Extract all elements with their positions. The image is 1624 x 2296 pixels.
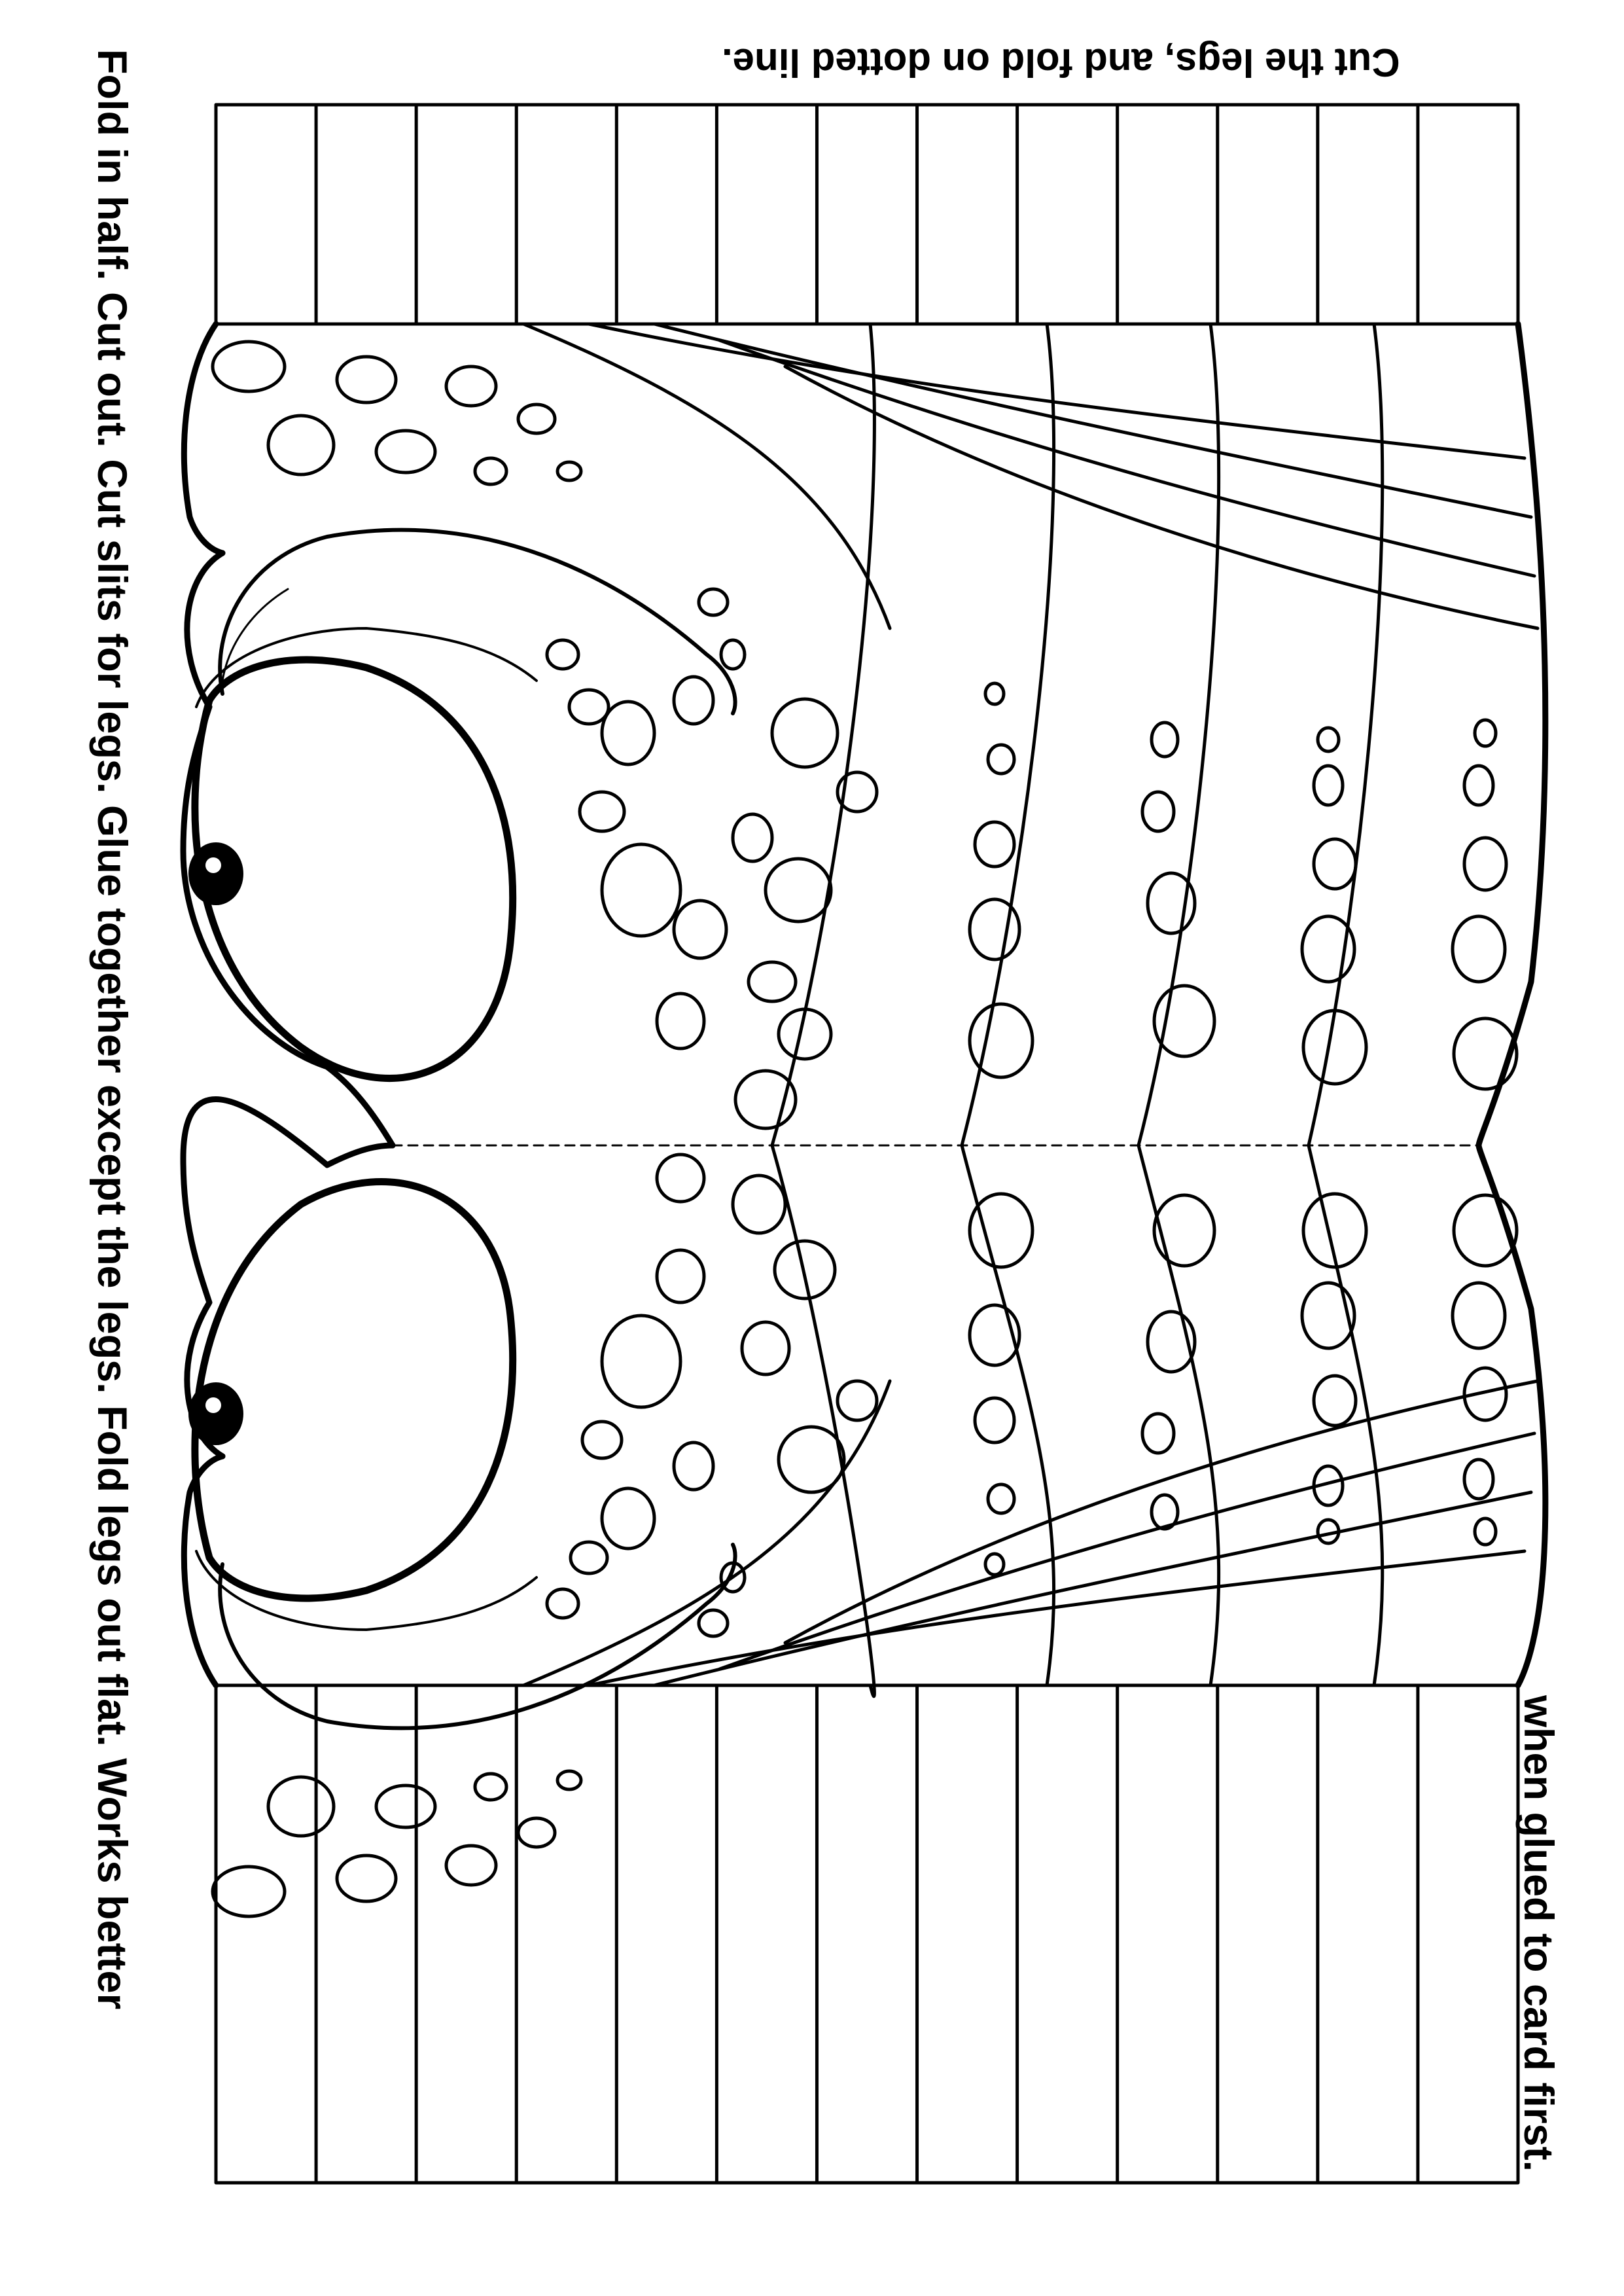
skin-spot (1464, 838, 1506, 890)
skin-spot (475, 458, 506, 484)
skin-spot (1314, 766, 1343, 805)
skin-spot (1464, 1460, 1493, 1499)
skin-spot (674, 901, 726, 958)
skin-spot (970, 1194, 1033, 1267)
skin-spot (268, 416, 334, 475)
top-leg-strip (216, 105, 1518, 324)
skin-spot (733, 814, 772, 861)
skin-spot (571, 1542, 607, 1573)
bottom-leg-slits (316, 1685, 1418, 2183)
skin-spot (1314, 1376, 1356, 1426)
skin-spot (838, 1381, 877, 1420)
skin-spot (1154, 986, 1214, 1056)
skin-spot (376, 431, 435, 473)
skin-spot (1154, 1195, 1214, 1266)
skin-spot (1152, 723, 1178, 757)
skin-spot (1314, 839, 1356, 889)
top-eye-icon (188, 530, 735, 1079)
skin-spot (446, 367, 496, 406)
side-instruction-line2: when glued to card first. (1515, 1695, 1561, 2172)
skin-spot (674, 677, 713, 724)
skin-spot (1464, 766, 1493, 805)
skin-spot (1475, 720, 1496, 746)
bottom-eye-icon (188, 1181, 735, 1728)
skin-spot (749, 962, 796, 1001)
skin-spot (602, 844, 680, 936)
skin-spot (557, 1771, 581, 1789)
skin-spot (735, 1071, 796, 1128)
skin-spot (1475, 1518, 1496, 1545)
skin-spot (742, 1322, 789, 1374)
skin-spot (213, 1867, 285, 1916)
skin-spot (337, 357, 396, 403)
skin-spot (975, 822, 1014, 867)
skin-spot (657, 1155, 704, 1202)
skin-spot (1318, 728, 1339, 751)
top-instruction: Cut the legs, and fold on dotted line. (721, 40, 1400, 84)
skin-spot (970, 1004, 1033, 1077)
skin-spot (1453, 1283, 1505, 1348)
skin-spot (1453, 916, 1505, 982)
skin-spot (475, 1774, 506, 1800)
skin-spot (674, 1443, 713, 1490)
skin-spot (582, 1422, 622, 1458)
skin-spot (1302, 916, 1354, 982)
skin-spot (1142, 792, 1174, 831)
skin-spot (772, 699, 838, 767)
skin-spot (975, 1398, 1014, 1443)
side-instruction-line1: Fold in half. Cut out. Cut slits for legs. Glue together except the legs. Fold legs out flat. Works better (89, 49, 135, 2010)
skin-spot (376, 1785, 435, 1827)
skin-spot (446, 1846, 496, 1885)
back-stripes (523, 324, 1538, 1696)
bottom-leg-strip (216, 1685, 1518, 2183)
skin-spot (699, 1610, 728, 1636)
skin-spot (1142, 1414, 1174, 1453)
skin-spot (1148, 873, 1195, 933)
skin-spot (557, 462, 581, 480)
skin-spot (985, 683, 1004, 704)
skin-spot (268, 1777, 334, 1836)
skin-spot (547, 1589, 578, 1618)
skin-spot (547, 640, 578, 669)
skin-spot (518, 404, 555, 433)
skin-spot (970, 899, 1019, 960)
skin-spot (766, 859, 831, 922)
top-leg-slits (316, 105, 1418, 324)
skin-spot (213, 342, 285, 391)
skin-spot (518, 1818, 555, 1847)
skin-spot (569, 690, 609, 724)
skin-spot (602, 702, 654, 764)
skin-spot (733, 1175, 785, 1233)
skin-spot (580, 792, 624, 831)
skin-spot (1303, 1011, 1366, 1084)
skin-spot (337, 1856, 396, 1901)
skin-spot (988, 745, 1014, 774)
skin-spot (602, 1488, 654, 1549)
skin-spot (699, 589, 728, 615)
skin-spot (721, 640, 745, 669)
skin-spot (657, 1250, 704, 1302)
skin-spot (602, 1316, 680, 1407)
skin-spot (657, 994, 704, 1049)
skin-spot (988, 1484, 1014, 1513)
skin-spot (1152, 1495, 1178, 1529)
skin-spot (985, 1554, 1004, 1575)
skin-spot (779, 1427, 844, 1492)
